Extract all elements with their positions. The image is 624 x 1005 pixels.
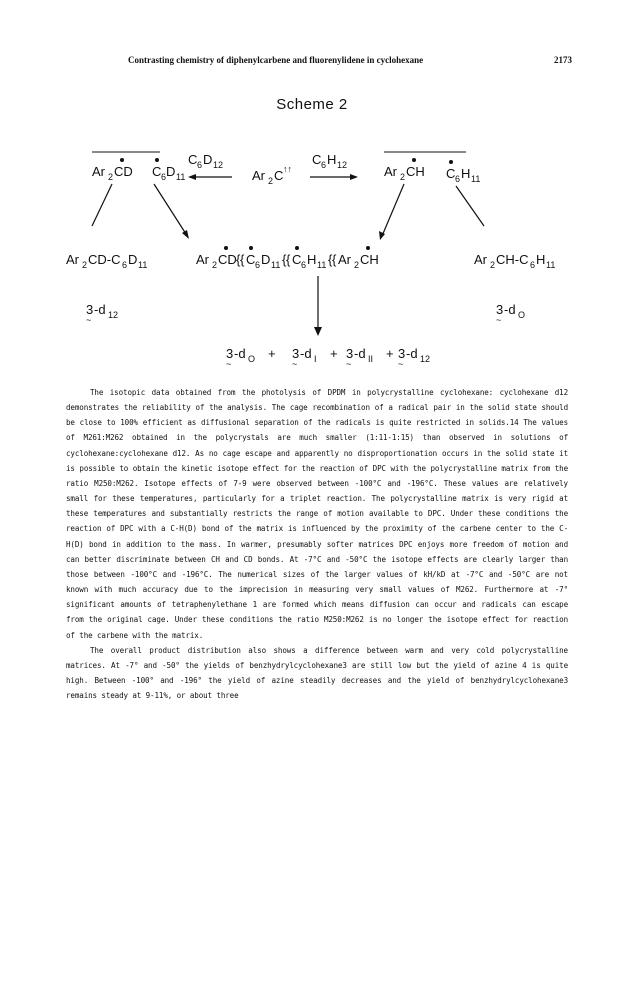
svg-text:12: 12 [108,310,119,320]
svg-text:6: 6 [455,174,461,184]
svg-text:Ar: Ar [252,168,265,183]
svg-text:Ar: Ar [384,164,397,179]
svg-text:11: 11 [271,260,281,270]
svg-text:12: 12 [420,354,431,364]
svg-text:+: + [330,346,338,361]
svg-text:2: 2 [82,260,88,270]
page-number: 2173 [554,55,572,65]
svg-text:~: ~ [346,359,352,369]
svg-text:~: ~ [496,315,502,325]
svg-text:Ar: Ar [196,252,209,267]
svg-text:H: H [307,252,317,267]
label-3-d12 [86,302,118,325]
svg-text:3: 3 [292,346,300,361]
svg-text:-d: -d [354,346,366,361]
recombination-product-h [474,252,555,270]
paragraph-isotopic-data: The isotopic data obtained from the photolysis of DPDM in polycrystalline cyclohexane: cyclohexane d12 demonstrates the reliability of the analysis. The cage recombination of a radical pair in the solid state should be close to 100% efficient as diffusional separation of the radicals is quite restricted in solids.14 The values of M261:M262 obtained in the polycrystals are much smaller (1:11-1:15) than observed in solutions of cyclohexane:cyclohexane d12. As no cage escape and apparently no disproportionation occurs in the solid state it is possible to obtain the kinetic isotope effect for the reaction of DPC with the polycrystalline matrix from the ratio M250:M262. Isotope effects of 7-9 were observed between -100°C and -196°C. These values are relatively small for these temperatures, particularly for a triplet reaction. The polycrystalline matrix is very rigid at these temperatures and substantially restricts the range of motion available to DPC. Under these conditions the reaction of DPC with a C-H(D) bond of the matrix is influenced by the proximity of the carbene center to the C-H(D) bond in addition to the mass. In warmer, presumably softer matrices DPC enjoys more freedom of motion and can better discriminate between CH and CD bonds. At -7°C and -50°C the isotope effects are clearly larger than those between -100°C and -196°C. The numerical sizes of the larger values of kH/kD at -7°C and -50°C are not known with much accuracy due to the imprecision in measuring very small values of M262. Furthermore at -7° significant amounts of tetraphenylethane 1 are formed which means diffusion can occur and radicals can escape from the original cage. Under these conditions the ratio M250:M262 is no longer the isotope effect for reaction of the carbene with the matrix. [66,388,568,640]
svg-text:+: + [268,346,276,361]
svg-text:+: + [386,346,394,361]
svg-text:11: 11 [138,260,148,270]
svg-text:C: C [188,152,198,167]
product-mixture [226,346,430,369]
cyclohexane-h12-reagent [312,152,347,170]
svg-text:-d: -d [234,346,246,361]
svg-text:I: I [314,354,317,364]
svg-text:D: D [166,164,176,179]
svg-text:2: 2 [212,260,218,270]
svg-text:C: C [274,168,284,183]
svg-text:O: O [518,310,526,320]
svg-text:-d: -d [504,302,516,317]
svg-text:{: { [282,252,287,267]
svg-text:11: 11 [471,174,481,184]
svg-text:2: 2 [400,172,406,182]
recombination-product-d [66,252,147,270]
svg-text:C: C [446,166,456,181]
svg-text:~: ~ [292,359,298,369]
svg-text:12: 12 [337,160,348,170]
svg-text:6: 6 [122,260,128,270]
svg-text:↑↑: ↑↑ [283,164,292,174]
svg-text:CH: CH [360,252,379,267]
svg-text:11: 11 [546,260,556,270]
svg-text:CD: CD [218,252,237,267]
svg-text:3: 3 [496,302,504,317]
svg-text:~: ~ [398,359,404,369]
svg-text:2: 2 [490,260,496,270]
svg-text:3: 3 [346,346,354,361]
mixed-radical-cage [196,246,379,270]
paragraph-product-distribution: The overall product distribution also shows a difference between warm and very cold polycrystalline matrices. At -7° and -50° the yields of benzhydrylcyclohexane3 are still low but the yield of azine 4 is quite high. Between -100° and -196° the yield of azine steadily decreases and the yield of benzhydrylcyclohexane3 remains steady at 9-11%, or about three [66,645,568,701]
svg-text:D: D [261,252,271,267]
running-header [0,55,624,71]
svg-text:{: { [240,252,245,267]
reaction-scheme-drawing [0,120,624,375]
svg-text:CD: CD [114,164,133,179]
svg-text:C: C [312,152,322,167]
svg-text:-d: -d [406,346,418,361]
svg-text:~: ~ [86,315,92,325]
reaction-scheme [0,120,624,375]
svg-text:D: D [128,252,138,267]
svg-text:C: C [152,164,162,179]
svg-text:2: 2 [354,260,360,270]
svg-text:{: { [332,252,337,267]
svg-text:6: 6 [301,260,307,270]
svg-text:11: 11 [317,260,327,270]
svg-text:C: C [292,252,302,267]
running-title: Contrasting chemistry of diphenylcarbene and fluorenylidene in cyclohexane [128,55,424,65]
triplet-diphenylcarbene [252,164,292,186]
scheme-title: Scheme 2 [276,96,348,113]
svg-text:-d: -d [94,302,106,317]
svg-text:H: H [536,252,546,267]
svg-text:6: 6 [530,260,536,270]
svg-text:6: 6 [197,160,203,170]
svg-text:{: { [286,252,291,267]
svg-text:12: 12 [213,160,224,170]
svg-text:CH-C: CH-C [496,252,529,267]
svg-text:3: 3 [86,302,94,317]
svg-text:-d: -d [300,346,312,361]
svg-text:3: 3 [226,346,234,361]
svg-text:C: C [246,252,256,267]
label-3-d0 [496,302,525,325]
svg-text:Ar: Ar [92,164,105,179]
svg-text:H: H [461,166,471,181]
svg-text:O: O [248,354,256,364]
cyclohexane-d12-reagent [188,152,223,170]
svg-text:H: H [327,152,337,167]
svg-text:2: 2 [268,176,274,186]
svg-text:6: 6 [321,160,327,170]
svg-text:{: { [236,252,241,267]
svg-text:2: 2 [108,172,114,182]
triplet-radical-pair-h [384,158,480,184]
svg-text:3: 3 [398,346,406,361]
svg-text:CD-C: CD-C [88,252,121,267]
svg-text:D: D [203,152,213,167]
svg-text:~: ~ [226,359,232,369]
svg-text:Ar: Ar [474,252,487,267]
svg-text:II: II [368,354,374,364]
svg-text:{: { [328,252,333,267]
svg-text:6: 6 [255,260,261,270]
triplet-radical-pair-d [92,158,185,182]
svg-text:6: 6 [161,172,167,182]
body-text [66,385,568,703]
svg-text:11: 11 [176,172,186,182]
svg-text:Ar: Ar [338,252,351,267]
svg-text:CH: CH [406,164,425,179]
svg-text:Ar: Ar [66,252,79,267]
